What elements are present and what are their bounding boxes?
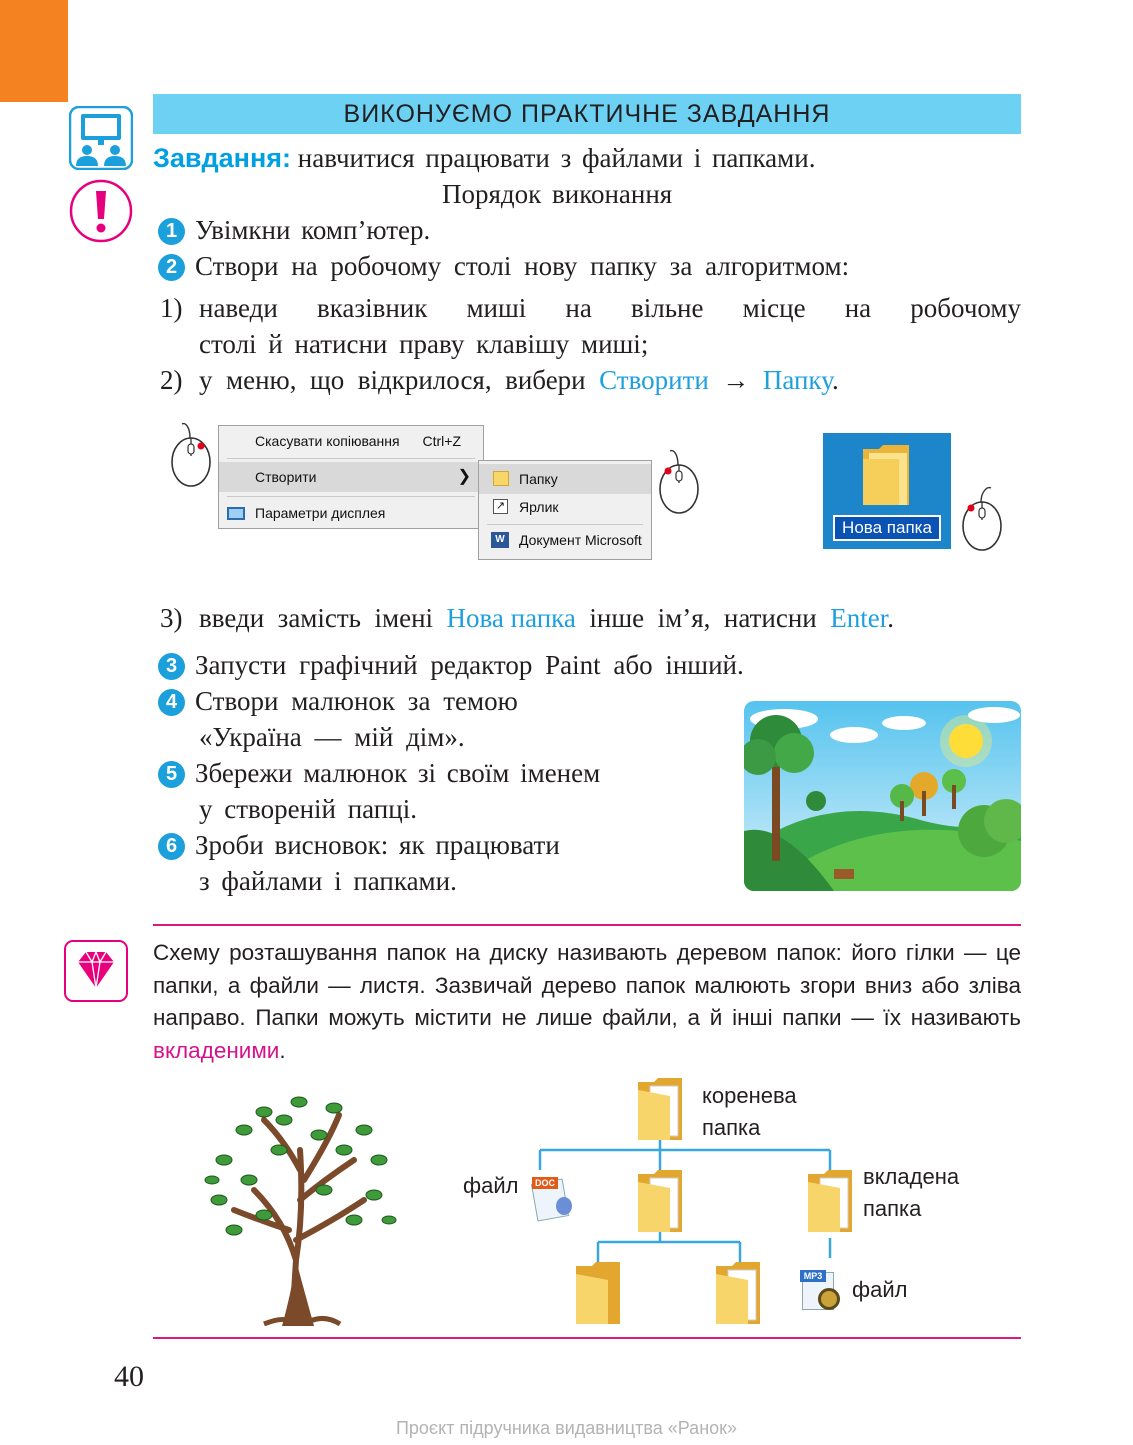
step-number-badge: 1 [158, 218, 185, 245]
menu-item-label: Папку [519, 471, 558, 487]
step-number-badge: 4 [158, 689, 185, 716]
word: імені [374, 603, 434, 633]
word: замість [277, 603, 361, 633]
menu-divider [227, 458, 475, 459]
folder-icon [714, 1260, 766, 1326]
order-title: Порядок виконання [442, 179, 673, 209]
step-number-badge: 6 [158, 833, 185, 860]
root-folder-label-2: папка [702, 1115, 761, 1140]
submenu-item-folder[interactable] [479, 464, 651, 494]
file-label: файл [463, 1173, 519, 1198]
chevron-right-icon: ❯ [457, 468, 471, 485]
folder-term: Папку [762, 365, 832, 395]
nested-folder-label-1: вкладена [863, 1164, 960, 1189]
word: вказівник [316, 293, 428, 323]
folder-name-input[interactable]: Нова папка [833, 515, 941, 541]
punctuation: . [279, 1037, 286, 1063]
menu-item-label: Параметри дисплея [255, 505, 386, 521]
word: у [199, 365, 213, 395]
step-5-line-2: у створеній папці. [199, 794, 417, 824]
nested-folder-icon [806, 1168, 858, 1234]
mouse-left-click-icon [656, 447, 702, 515]
landscape-picture [744, 701, 1021, 891]
word-document-icon: W [491, 532, 509, 548]
step-4-line-2: «Україна — мій дім». [199, 722, 465, 752]
step-6 [158, 827, 560, 863]
step-3 [158, 647, 744, 683]
word: вільне [630, 293, 704, 323]
shortcut-label: Ctrl+Z [422, 433, 461, 449]
step-text: Увімкни комп’ютер. [195, 215, 431, 245]
substep-1-line-2: столі й натисни праву клавішу миші; [199, 329, 649, 359]
display-icon [227, 507, 245, 520]
context-menu [218, 425, 484, 529]
substep-number: 2) [160, 365, 183, 395]
punctuation: . [887, 603, 894, 633]
computer-users-icon [69, 106, 133, 170]
step-text: Створи на робочому столі нову папку за алгоритмом: [195, 251, 850, 281]
enter-term: Enter [830, 603, 888, 633]
step-text: Запусти графічний редактор Paint або інший. [195, 650, 744, 680]
folder-tree-diagram [460, 1070, 1020, 1330]
submenu-item-document[interactable] [479, 525, 651, 555]
menu-item-label: Ярлик [519, 499, 559, 515]
step-6-line-2: з файлами і папками. [199, 866, 457, 896]
step-2 [158, 248, 849, 284]
page-number: 40 [114, 1360, 144, 1393]
word: що [309, 365, 345, 395]
step-text: Створи малюнок за темою [195, 686, 518, 716]
info-text: Схему розташування папок на диску називають деревом папок: його гілки — це папки, а файли — листя. Зазвичай дерево папок малюють згори вниз або зліва направо. Папки можуть містити не лише файли, а й інші папки — їх називають [153, 940, 1021, 1030]
mp3-badge: MP3 [800, 1270, 826, 1282]
folder-icon [574, 1260, 626, 1326]
context-submenu [478, 460, 652, 560]
substep-1-line-1 [199, 290, 1021, 326]
step-number-badge: 2 [158, 254, 185, 281]
word: введи [199, 603, 265, 633]
word: відкрилося, [357, 365, 492, 395]
word: меню, [226, 365, 297, 395]
section-banner [153, 94, 1021, 134]
word: робочому [910, 293, 1021, 323]
tree-illustration [204, 1090, 400, 1326]
nested-folder-label-2: папка [863, 1196, 922, 1221]
menu-item-undo[interactable] [219, 426, 483, 456]
file-label: файл [852, 1277, 908, 1302]
punctuation: . [831, 365, 839, 395]
step-1 [158, 212, 430, 248]
shortcut-arrow-icon: ↗ [493, 499, 508, 514]
info-paragraph [153, 937, 1021, 1067]
step-number-badge: 3 [158, 653, 185, 680]
step-4 [158, 683, 518, 719]
word: миші [466, 293, 527, 323]
step-text: Зроби висновок: як працювати [195, 830, 560, 860]
folder-icon [636, 1168, 688, 1234]
task-label: Завдання: [153, 143, 292, 173]
mouse-right-click-icon [168, 420, 214, 488]
menu-divider [227, 496, 475, 497]
step-text: Збережи малюнок зі своїм іменем [195, 758, 601, 788]
root-folder-label-1: коренева [702, 1083, 797, 1108]
word: вибери [505, 365, 586, 395]
substep-number: 1) [160, 293, 183, 323]
menu-item-display[interactable] [219, 498, 483, 528]
word: місце [742, 293, 806, 323]
menu-item-label: Документ Microsoft [519, 532, 642, 548]
doc-file-icon [530, 1175, 576, 1221]
footer-note: Проєкт підручника видавництва «Ранок» [395, 1418, 738, 1438]
word: наведи [199, 293, 278, 323]
section-divider [153, 1337, 1021, 1339]
task-text: навчитися працювати з файлами і папками. [297, 143, 816, 173]
nested-term: вкладеними [153, 1037, 280, 1063]
folder-icon [859, 441, 913, 509]
desktop-new-folder [823, 433, 951, 549]
doc-badge: DOC [532, 1177, 558, 1189]
submenu-item-shortcut[interactable] [479, 492, 651, 522]
word: ім’я, [657, 603, 711, 633]
substep-number: 3) [160, 603, 183, 633]
diamond-icon [64, 940, 128, 1002]
section-title: ВИКОНУЄМО ПРАКТИЧНЕ ЗАВДАННЯ [343, 99, 831, 128]
section-divider [153, 924, 1021, 926]
step-number-badge: 5 [158, 761, 185, 788]
substep-3 [199, 600, 894, 636]
mouse-left-click-icon [959, 484, 1005, 552]
word: натисни [723, 603, 817, 633]
orange-corner-tab [0, 0, 68, 102]
exclamation-icon [69, 179, 133, 243]
folder-icon [493, 471, 509, 486]
task-line [153, 140, 815, 176]
new-folder-term: Нова папка [446, 603, 576, 633]
mp3-file-icon [800, 1268, 844, 1314]
root-folder-icon [636, 1076, 688, 1142]
menu-item-label: Скасувати копіювання [255, 433, 400, 449]
create-term: Створити [599, 365, 709, 395]
step-5 [158, 755, 600, 791]
word: на [565, 293, 592, 323]
word: інше [589, 603, 645, 633]
menu-item-create[interactable] [219, 462, 483, 492]
word: на [844, 293, 872, 323]
menu-item-label: Створити [255, 469, 317, 485]
substep-2 [199, 362, 839, 398]
arrow-symbol: → [722, 365, 750, 395]
